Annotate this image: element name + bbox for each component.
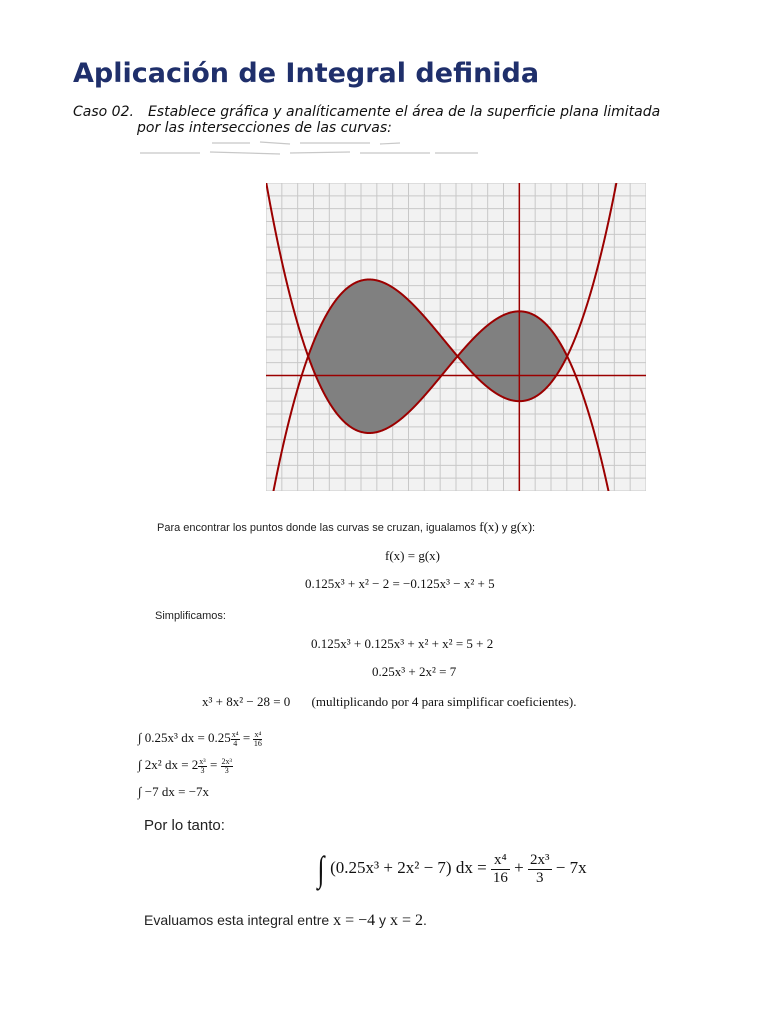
intro-sentence: Para encontrar los puntos donde las curvas se cruzan, igualamos (157, 522, 477, 534)
equation-f-eq-g: f(x) = g(x) (385, 548, 440, 563)
case-text-1: Establece gráfica y analíticamente el área de la superficie plana limitada (147, 104, 661, 120)
integral-1-frac2-num: x⁴ (254, 729, 262, 739)
intro-text: Para encontrar los puntos donde las curvas se cruzan, igualamos f(x) y g(x): (157, 519, 536, 534)
integral-1-frac1-num: x⁴ (231, 729, 239, 739)
intro-g: g(x) (510, 519, 533, 534)
final-integral (316, 848, 587, 890)
integral-2 (138, 757, 233, 775)
final-integrand: (0.25x³ + 2x² − 7) dx = (330, 857, 487, 877)
simplify-label: Simplificamos: (155, 610, 226, 622)
evaluate-and: y (379, 912, 387, 928)
integral-1-frac2-den: 16 (253, 738, 262, 748)
evaluate-text: Evaluamos esta integral entre (144, 912, 330, 928)
integral-1-eq: = (242, 730, 251, 745)
integral-sign-icon: ∫ (317, 849, 325, 889)
blurred-equations-scribble (140, 140, 480, 158)
function-graph (266, 183, 646, 491)
evaluate-end: . (422, 912, 427, 928)
case-text-2: por las intersecciones de las curvas: (137, 120, 392, 136)
case-statement (73, 104, 713, 136)
conclusion-label: Por lo tanto: (144, 817, 225, 834)
final-plus: + (514, 857, 524, 877)
integral-1-left: ∫ 0.25x³ dx = 0.25 (138, 730, 231, 745)
equation-simplified-2: 0.25x³ + 2x² = 7 (372, 664, 457, 679)
equation-intersection: 0.125x³ + x² − 2 = −0.125x³ − x² + 5 (305, 576, 495, 591)
integral-2-frac2-den: 3 (224, 765, 229, 775)
final-frac2-den: 3 (536, 869, 544, 886)
final-frac1-num: x⁴ (491, 852, 510, 870)
integral-3: ∫ −7 dx = −7x (138, 784, 210, 799)
evaluate-lower: x = −4 (333, 912, 376, 929)
equation-simplified-1: 0.125x³ + 0.125x³ + x² + x² = 5 + 2 (311, 636, 494, 651)
intro-f: f(x) (479, 519, 499, 534)
integral-2-frac1-den: 3 (200, 765, 205, 775)
final-tail: − 7x (555, 857, 587, 877)
page-title: Aplicación de Integral definida (73, 58, 540, 89)
cubic-note: (multiplicando por 4 para simplificar coeficientes). (311, 694, 577, 709)
intro-y: y (501, 522, 508, 534)
integral-1 (138, 730, 262, 748)
integral-1-frac1-den: 4 (233, 738, 238, 748)
integral-2-frac1-num: x³ (199, 756, 206, 766)
cubic-equation: x³ + 8x² − 28 = 0 (202, 694, 291, 709)
case-line-1 (73, 104, 713, 120)
final-frac2-num: 2x³ (530, 851, 550, 868)
integral-2-frac2-num: 2x³ (221, 756, 232, 766)
integral-2-left: ∫ 2x² dx = 2 (138, 757, 199, 772)
evaluate-upper: x = 2 (389, 912, 423, 929)
final-frac1-den: 16 (492, 869, 508, 886)
equation-cubic (202, 694, 577, 710)
evaluate-sentence (144, 912, 427, 930)
integral-2-eq: = (209, 757, 218, 772)
case-code: Caso 02. (73, 104, 134, 120)
